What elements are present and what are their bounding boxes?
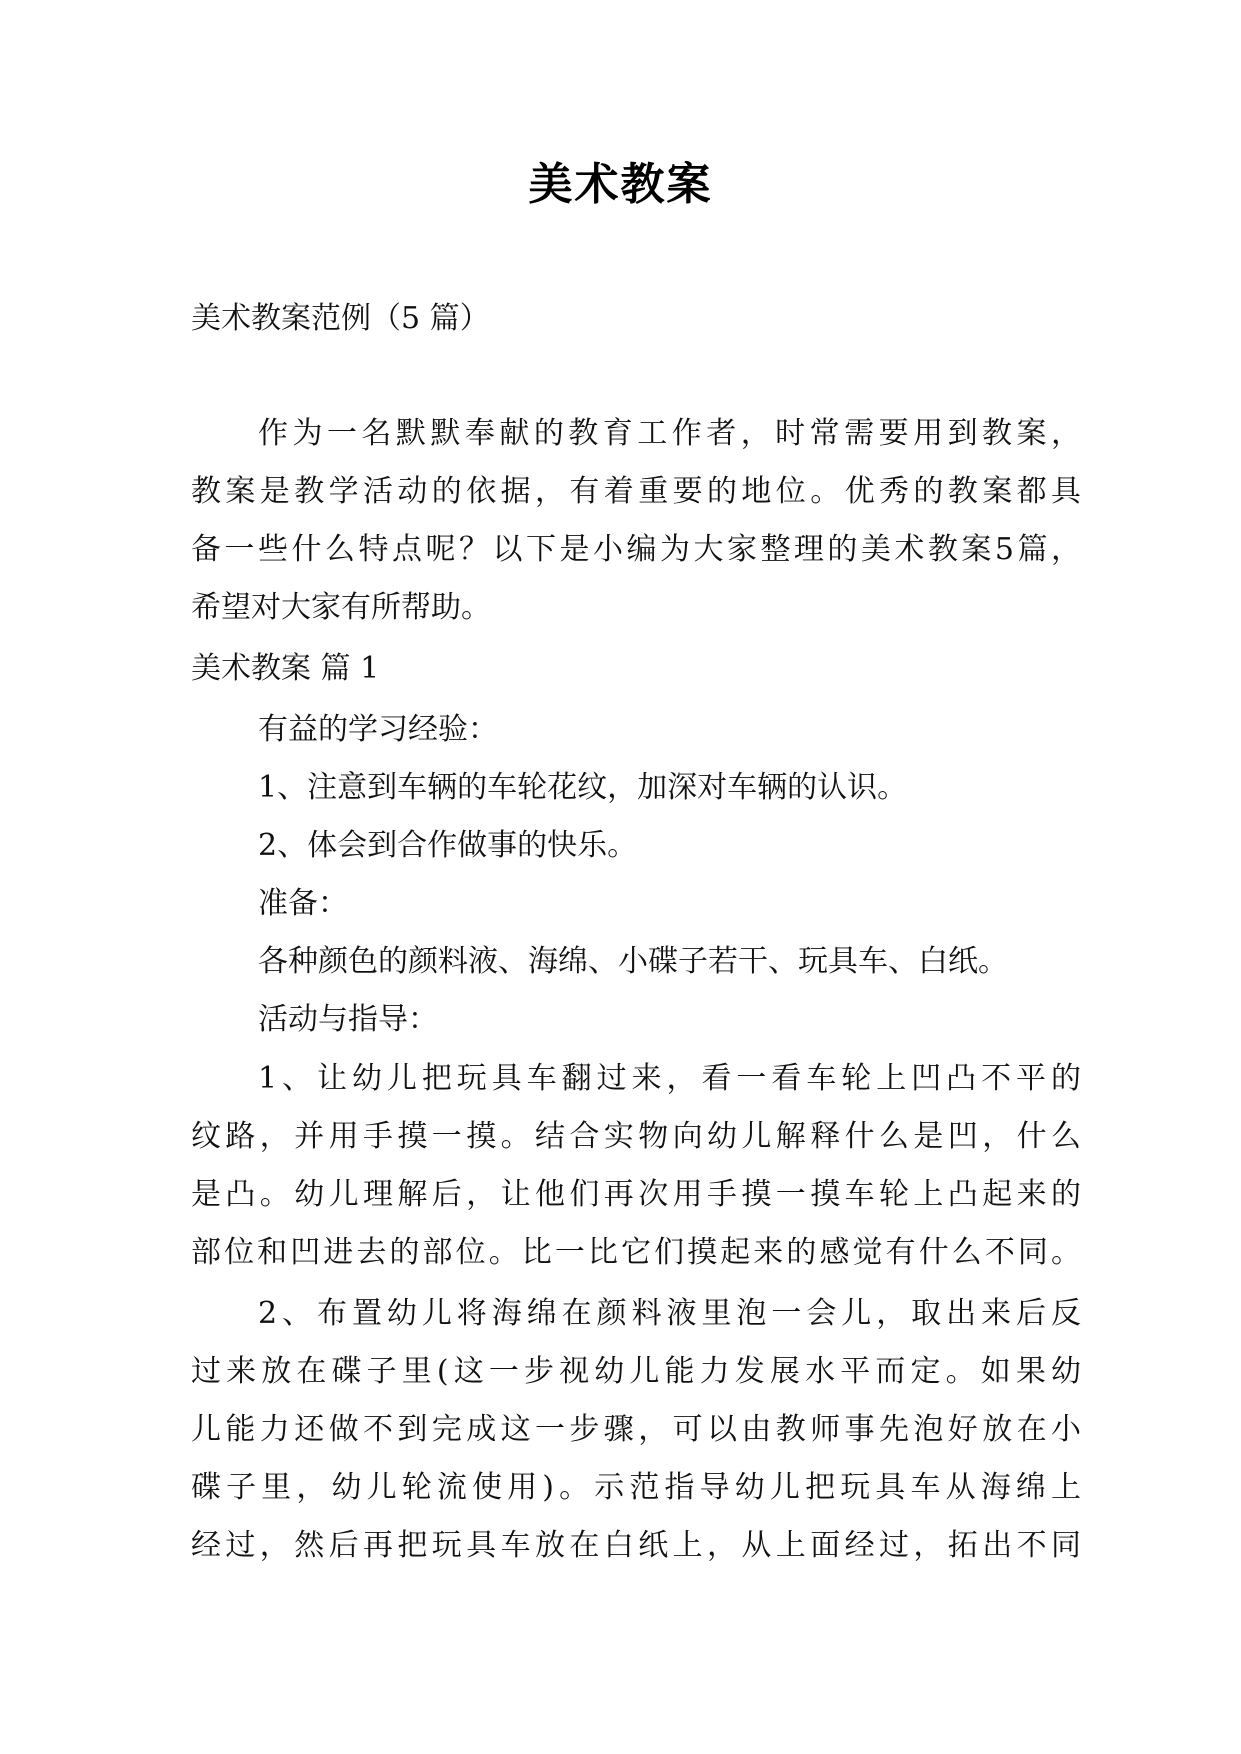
step2-line: 碟子里，幼儿轮流使用)。示范指导幼儿把玩具车从海绵上: [191, 1470, 1081, 1505]
objective-item: 2、体会到合作做事的快乐。: [258, 828, 638, 863]
preparation-text: 各种颜色的颜料液、海绵、小碟子若干、玩具车、白纸。: [258, 944, 1008, 979]
step1-line: 1、让幼儿把玩具车翻过来，看一看车轮上凹凸不平的: [258, 1061, 1081, 1096]
document-subtitle: 美术教案范例（5 篇）: [191, 301, 490, 336]
step2-line: 2、布置幼儿将海绵在颜料液里泡一会儿，取出来后反: [258, 1296, 1081, 1331]
step1-line: 是凸。幼儿理解后，让他们再次用手摸一摸车轮上凸起来的: [191, 1177, 1081, 1212]
step2-line: 过来放在碟子里(这一步视幼儿能力发展水平而定。如果幼: [191, 1354, 1081, 1389]
intro-line: 作为一名默默奉献的教育工作者，时常需要用到教案，: [258, 416, 1081, 451]
intro-line: 教案是教学活动的依据，有着重要的地位。优秀的教案都具: [191, 474, 1081, 509]
activity-label: 活动与指导：: [258, 1002, 438, 1037]
step2-line: 儿能力还做不到完成这一步骤，可以由教师事先泡好放在小: [191, 1412, 1081, 1447]
objective-item: 1、注意到车辆的车轮花纹，加深对车辆的认识。: [258, 770, 908, 805]
document-title: 美术教案: [528, 159, 713, 210]
intro-line: 希望对大家有所帮助。: [191, 590, 491, 625]
objectives-label: 有益的学习经验：: [258, 712, 498, 747]
step2-line: 经过，然后再把玩具车放在白纸上，从上面经过，拓出不同: [191, 1528, 1081, 1563]
section-heading: 美术教案 篇 1: [191, 651, 380, 686]
step1-line: 部位和凹进去的部位。比一比它们摸起来的感觉有什么不同。: [191, 1235, 1081, 1270]
intro-line: 备一些什么特点呢？以下是小编为大家整理的美术教案5篇，: [191, 532, 1081, 567]
preparation-label: 准备：: [258, 886, 348, 921]
step1-line: 纹路，并用手摸一摸。结合实物向幼儿解释什么是凹，什么: [191, 1119, 1081, 1154]
